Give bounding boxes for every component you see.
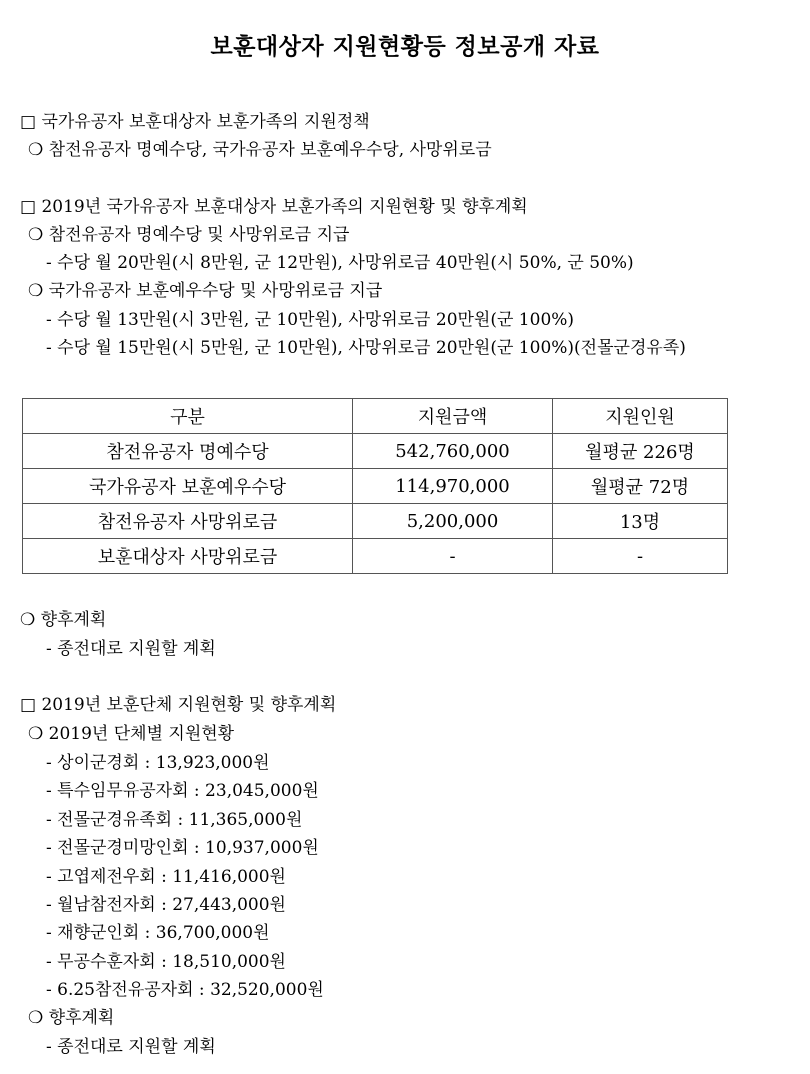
table-cell-people: 13명	[553, 504, 728, 539]
status-item-honor-allowance-detail: - 수당 월 20만원(시 8만원, 군 12만원), 사망위로금 40만원(시 50%, 군 50%)	[46, 253, 634, 273]
organization-plan-heading: ❍ 향후계획	[28, 1008, 115, 1028]
org-list-item: - 무공수훈자회 : 18,510,000원	[46, 952, 286, 972]
table-cell-amount: 542,760,000	[353, 434, 553, 469]
table-cell-people: 월평균 226명	[553, 434, 728, 469]
table-cell-category: 참전유공자 사망위로금	[23, 504, 353, 539]
org-list-item: - 전몰군경유족회 : 11,365,000원	[46, 810, 303, 830]
table-row	[23, 539, 728, 574]
table-cell-amount: 114,970,000	[353, 469, 553, 504]
org-list-item: - 재향군인회 : 36,700,000원	[46, 923, 270, 943]
table-cell-amount: -	[353, 539, 553, 574]
table-cell-category: 국가유공자 보훈예우수당	[23, 469, 353, 504]
section-status-heading: □ 2019년 국가유공자 보훈대상자 보훈가족의 지원현황 및 향후계획	[20, 197, 528, 217]
policy-item: ❍ 참전유공자 명예수당, 국가유공자 보훈예우수당, 사망위로금	[28, 140, 492, 160]
table-cell-amount: 5,200,000	[353, 504, 553, 539]
document-title: 보훈대상자 지원현황등 정보공개 자료	[210, 34, 600, 60]
future-plan-detail: - 종전대로 지원할 계획	[46, 639, 216, 659]
status-item-honor-allowance: ❍ 참전유공자 명예수당 및 사망위로금 지급	[28, 225, 350, 245]
org-list-item: - 특수임무유공자회 : 23,045,000원	[46, 781, 319, 801]
table-header-people: 지원인원	[553, 399, 728, 434]
table-row	[23, 434, 728, 469]
table-cell-category: 보훈대상자 사망위로금	[23, 539, 353, 574]
status-item-courtesy-detail-1: - 수당 월 13만원(시 3만원, 군 10만원), 사망위로금 20만원(군 100%)	[46, 310, 575, 330]
org-list-item: - 6.25참전유공자회 : 32,520,000원	[46, 980, 324, 1000]
organization-plan-detail: - 종전대로 지원할 계획	[46, 1037, 216, 1057]
org-list-item: - 월남참전자회 : 27,443,000원	[46, 895, 286, 915]
table-header-amount: 지원금액	[353, 399, 553, 434]
table-cell-people: -	[553, 539, 728, 574]
support-table	[22, 398, 728, 574]
organization-status-item: ❍ 2019년 단체별 지원현황	[28, 724, 235, 744]
status-item-courtesy-detail-2: - 수당 월 15만원(시 5만원, 군 10만원), 사망위로금 20만원(군 100%)(전몰군경유족)	[46, 338, 686, 358]
section-policy-heading: □ 국가유공자 보훈대상자 보훈가족의 지원정책	[20, 112, 370, 132]
table-header-row	[23, 399, 728, 434]
org-list-item: - 상이군경회 : 13,923,000원	[46, 753, 270, 773]
status-item-courtesy-allowance: ❍ 국가유공자 보훈예우수당 및 사망위로금 지급	[28, 281, 383, 301]
table-cell-people: 월평균 72명	[553, 469, 728, 504]
future-plan-heading: ❍ 향후계획	[20, 610, 107, 630]
table-row	[23, 504, 728, 539]
org-list-item: - 고엽제전우회 : 11,416,000원	[46, 867, 286, 887]
org-list-item: - 전몰군경미망인회 : 10,937,000원	[46, 838, 319, 858]
table-row	[23, 469, 728, 504]
table-cell-category: 참전유공자 명예수당	[23, 434, 353, 469]
table-header-category: 구분	[23, 399, 353, 434]
section-organization-heading: □ 2019년 보훈단체 지원현황 및 향후계획	[20, 695, 337, 715]
